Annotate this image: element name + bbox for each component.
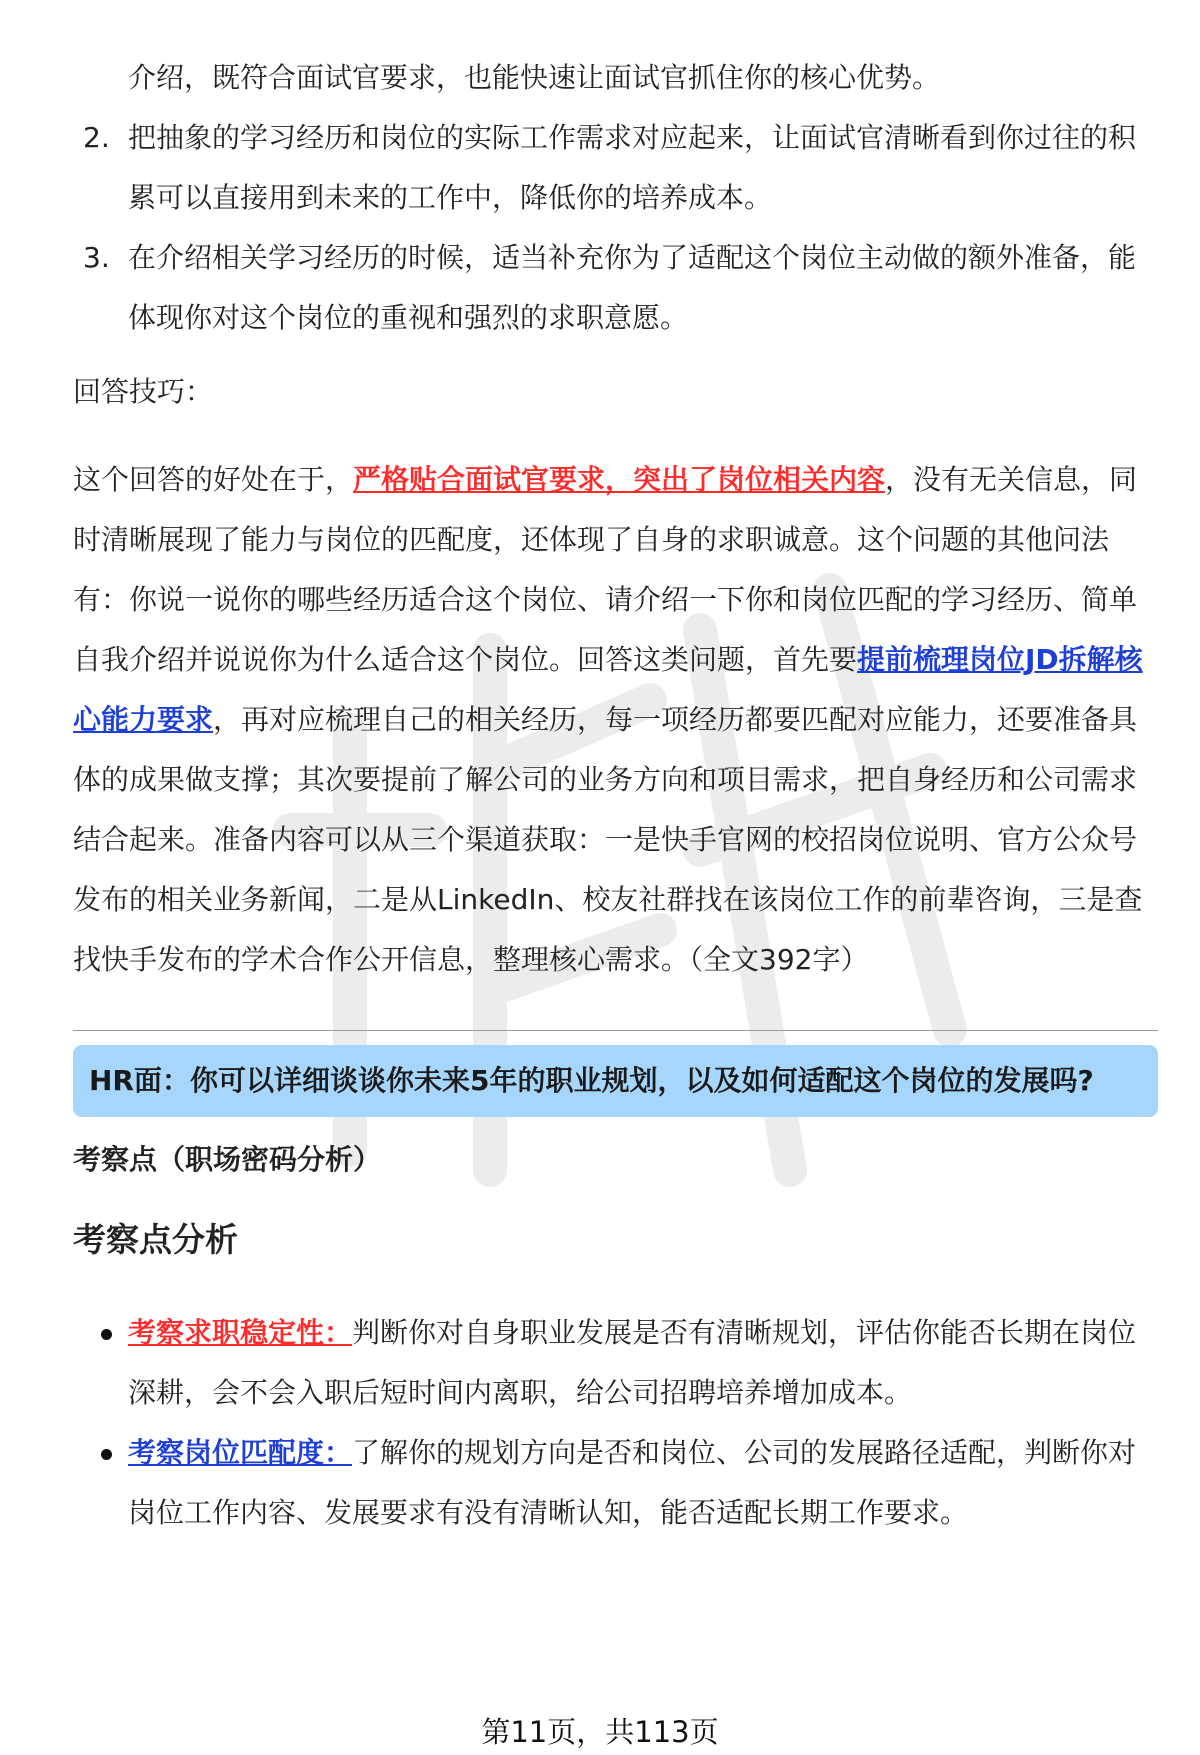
list-item [73, 1423, 1158, 1543]
bullet-label-blue: 考察岗位匹配度： [128, 1436, 353, 1469]
subheading: 考察点（职场密码分析） [73, 1143, 382, 1176]
question-box: HR面：你可以详细谈谈你未来5年的职业规划，以及如何适配这个岗位的发展吗? [73, 1045, 1158, 1117]
tips-text-2: ，没有无关信息，同时清晰展现了能力与岗位的匹配度，还体现了自身的求职诚意。这个问题的其他问法有：你说一说你的哪些经历适合这个岗位、请介绍一下你和岗位匹配的学习经历、简单自我介绍并说说你为什么适合这个岗位。回答这类问题，首先要 [73, 463, 1138, 676]
item-text: 在介绍相关学习经历的时候，适当补充你为了适配这个岗位主动做的额外准备，能体现你对这个岗位的重视和强烈的求职意愿。 [128, 241, 1137, 334]
bullet-text: 了解你的规划方向是否和岗位、公司的发展路径适配，判断你对岗位工作内容、发展要求有没有清晰认知，能否适配长期工作要求。 [128, 1436, 1137, 1529]
blue-highlight-link[interactable]: 提前梳理岗位JD拆解核心能力要求 [73, 643, 1143, 736]
red-highlight: 严格贴合面试官要求，突出了岗位相关内容 [353, 463, 886, 496]
item-number: 3. [83, 241, 110, 274]
tips-text-3: ，再对应梳理自己的相关经历，每一项经历都要匹配对应能力，还要准备具体的成果做支撑；其次要提前了解公司的业务方向和项目需求，把自身经历和公司需求结合起来。准备内容可以从三个渠道获取：一是快手官网的校招岗位说明、官方公众号发布的相关业务新闻，二是从LinkedIn、校友社群找在该岗位工作的前辈咨询，三是查找快手发布的学术合作公开信息，整理核心需求。（全文392字） [73, 703, 1143, 976]
bullet-text: 判断你对自身职业发展是否有清晰规划，评估你能否长期在岗位深耕，会不会入职后短时间内离职，给公司招聘培养增加成本。 [128, 1316, 1137, 1409]
tips-paragraph [73, 450, 1158, 990]
list-item-continuation: 介绍，既符合面试官要求，也能快速让面试官抓住你的核心优势。 [128, 61, 941, 94]
page-footer: 第11页，共113页 [481, 1715, 719, 1749]
section-title: 考察点分析 [73, 1220, 238, 1259]
numbered-item-2 [73, 108, 1158, 228]
bullet-label-red: 考察求职稳定性： [128, 1316, 353, 1349]
list-item [73, 1303, 1158, 1423]
bullet-icon [101, 1329, 112, 1340]
tips-label: 回答技巧： [73, 375, 214, 408]
page-content [73, 48, 1158, 1543]
section-divider [73, 1030, 1158, 1031]
numbered-item-3 [73, 228, 1158, 348]
item-text: 把抽象的学习经历和岗位的实际工作需求对应起来，让面试官清晰看到你过往的积累可以直接用到未来的工作中，降低你的培养成本。 [128, 121, 1137, 214]
tips-text-1: 这个回答的好处在于， [73, 463, 354, 496]
bullet-icon [101, 1449, 112, 1460]
analysis-list [73, 1303, 1158, 1543]
item-number: 2. [83, 121, 110, 154]
